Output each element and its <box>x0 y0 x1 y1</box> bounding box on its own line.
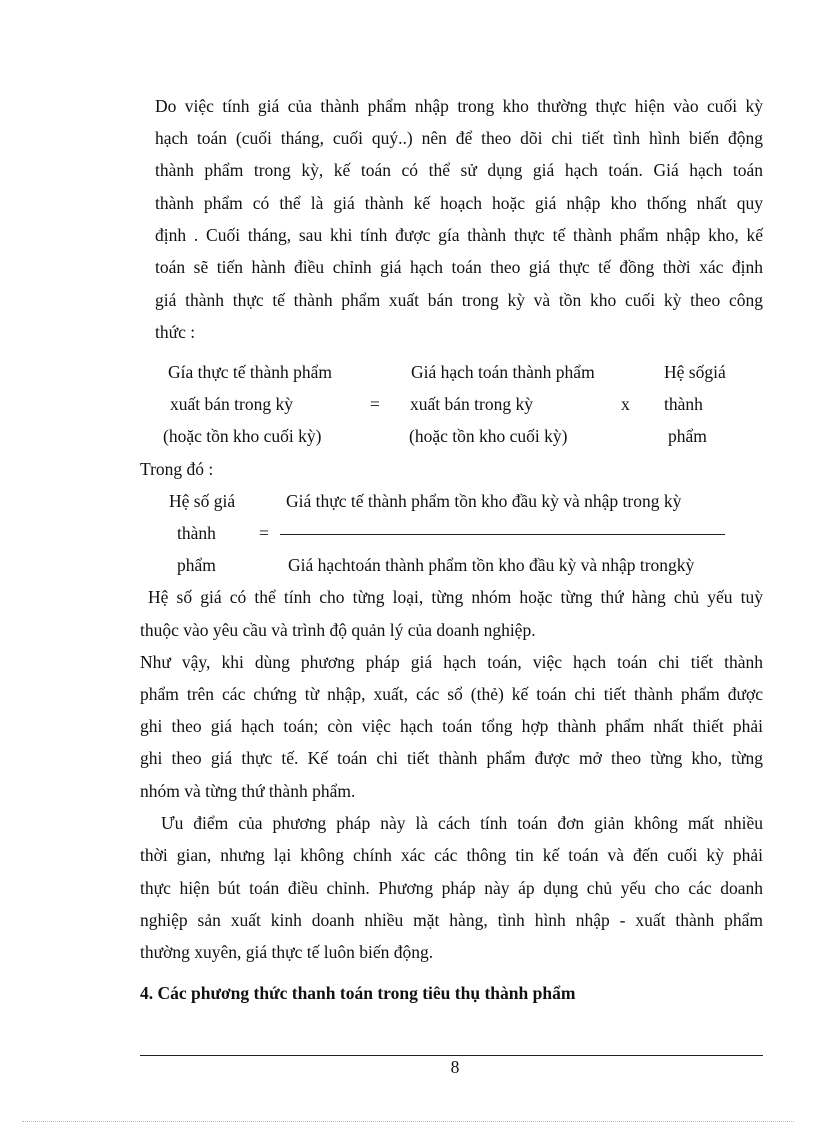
paragraph-3-line: Như vậy, khi dùng phương pháp giá hạch toán, việc hạch toán chi tiết thành <box>140 652 763 672</box>
paragraph-3-line: ghi theo giá thực tế. Kế toán chi tiết thành phẩm được mở theo từng kho, từng <box>140 748 763 768</box>
paragraph-4-line: thực hiện bút toán điều chỉnh. Phương pháp này áp dụng chủ yếu cho các doanh <box>140 878 763 898</box>
formula-1-equals: = <box>370 394 380 414</box>
footer-rule <box>140 1055 763 1056</box>
paragraph-3-line: phẩm trên các chứng từ nhập, xuất, các sổ (thẻ) kế toán chi tiết thành phẩm được <box>140 684 763 704</box>
formula-1-left-line: xuất bán trong kỳ <box>170 394 293 414</box>
formula-1-right-line: thành <box>664 394 703 414</box>
formula-1-right-line: Hệ sốgiá <box>664 362 726 382</box>
paragraph-1-line: định . Cuối tháng, sau khi tính được gía thành thực tế thành phẩm nhập kho, kế <box>155 225 763 245</box>
section-heading: 4. Các phương thức thanh toán trong tiêu thụ thành phẩm <box>140 983 576 1003</box>
formula-1-left-line: (hoặc tồn kho cuối kỳ) <box>163 426 322 446</box>
trong-do-label: Trong đó : <box>140 459 214 479</box>
paragraph-2-line: Hệ số giá có thể tính cho từng loại, từng nhóm hoặc từng thứ hàng chủ yếu tuỳ <box>148 587 763 607</box>
formula-2-denominator: Giá hạchtoán thành phẩm tồn kho đầu kỳ và nhập trongkỳ <box>288 555 695 575</box>
formula-2-left-line: phẩm <box>177 555 216 575</box>
formula-1-middle-line: Giá hạch toán thành phẩm <box>411 362 595 382</box>
paragraph-3-line: nhóm và từng thứ thành phẩm. <box>140 781 356 801</box>
paragraph-1-line: Do việc tính giá của thành phẩm nhập trong kho thường thực hiện vào cuối kỳ <box>155 96 763 116</box>
paragraph-2-line: thuộc vào yêu cầu và trình độ quản lý của doanh nghiệp. <box>140 620 536 640</box>
formula-2-numerator: Giá thực tế thành phẩm tồn kho đầu kỳ và nhập trong kỳ <box>286 491 682 511</box>
page-number: 8 <box>450 1057 460 1077</box>
paragraph-1-line: thành phẩm trong kỳ, kế toán có thể sử dụng giá hạch toán. Giá hạch toán <box>155 160 763 180</box>
formula-1-left-line: Gía thực tế thành phẩm <box>168 362 333 382</box>
formula-2-left-line: Hệ số giá <box>169 491 236 511</box>
paragraph-4-line: Ưu điểm của phương pháp này là cách tính toán đơn giản không mất nhiều <box>161 813 763 833</box>
formula-1-middle-line: xuất bán trong kỳ <box>410 394 533 414</box>
paragraph-1-line: hạch toán (cuối tháng, cuối quý..) nên để theo dõi chi tiết tình hình biến động <box>155 128 763 148</box>
paragraph-4-line: thường xuyên, giá thực tế luôn biến động. <box>140 942 434 962</box>
paragraph-1-line: thức : <box>155 322 196 342</box>
formula-2-left-line: thành <box>177 523 216 543</box>
page-edge <box>22 1121 794 1122</box>
formula-2-equals: = <box>259 523 269 543</box>
paragraph-3-line: ghi theo giá hạch toán; còn việc hạch toán tổng hợp thành phẩm nhất thiết phải <box>140 716 763 736</box>
paragraph-4-line: nghiệp sản xuất kinh doanh nhiều mặt hàng, tình hình nhập - xuất thành phẩm <box>140 910 763 930</box>
paragraph-1-line: thành phẩm có thể là giá thành kế hoạch hoặc giá nhập kho thống nhất quy <box>155 193 763 213</box>
paragraph-1-line: giá thành thực tế thành phẩm xuất bán trong kỳ và tồn kho cuối kỳ theo công <box>155 290 763 310</box>
formula-1-times: x <box>621 394 630 414</box>
fraction-bar <box>280 534 725 535</box>
formula-1-middle-line: (hoặc tồn kho cuối kỳ) <box>409 426 568 446</box>
paragraph-1-line: toán sẽ tiến hành điều chỉnh giá hạch toán theo giá thực tế đồng thời xác định <box>155 257 763 277</box>
paragraph-4-line: thời gian, nhưng lại không chính xác các thông tin kế toán và đến cuối kỳ phải <box>140 845 763 865</box>
formula-1-right-line: phẩm <box>668 426 707 446</box>
